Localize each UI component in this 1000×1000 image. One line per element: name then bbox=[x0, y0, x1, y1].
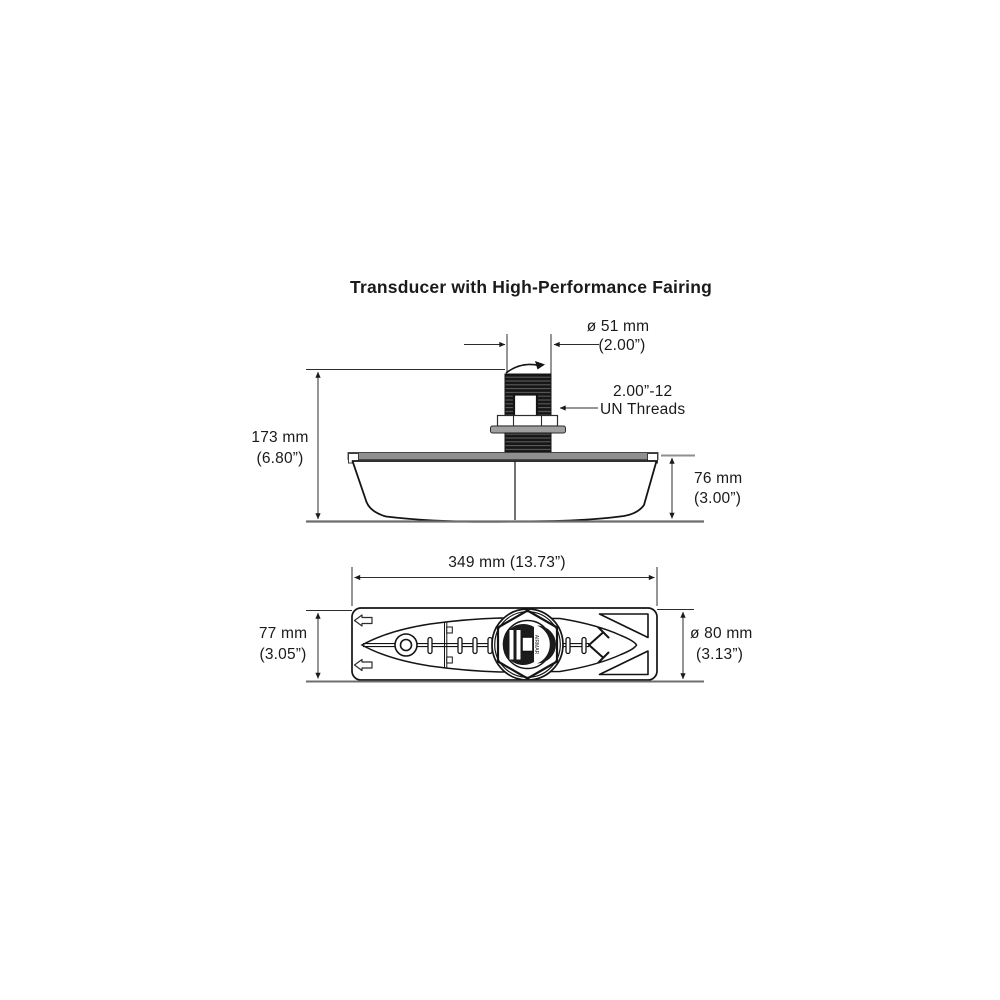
stem-top-arrowhead-icon bbox=[535, 361, 545, 370]
element-slot bbox=[510, 630, 514, 660]
boss-diameter-metric-label: ø 80 mm bbox=[690, 625, 753, 642]
stem-diameter-imperial-label: (2.00”) bbox=[598, 337, 646, 354]
hex-nut-side bbox=[498, 416, 558, 427]
thread-spec-line1-label: 2.00”-12 bbox=[613, 383, 673, 400]
stem-top-arrow-icon bbox=[506, 364, 539, 373]
bottom-view bbox=[259, 554, 753, 682]
overall-height-imperial-label: (6.80”) bbox=[256, 450, 304, 467]
fairing-width-imperial-label: (3.05”) bbox=[259, 646, 307, 663]
fairing-width-metric-label: 77 mm bbox=[258, 625, 308, 642]
thread-spec-callout bbox=[560, 383, 685, 418]
dimension-boss-diameter bbox=[657, 610, 753, 680]
washer bbox=[491, 426, 566, 433]
nose-hole-inner bbox=[401, 640, 412, 651]
fairing-height-metric-label: 76 mm bbox=[694, 470, 743, 487]
fairing-side-profile bbox=[306, 453, 704, 522]
side-view bbox=[251, 318, 742, 522]
rib-tick bbox=[428, 638, 432, 654]
dimension-stem-diameter bbox=[464, 318, 649, 376]
diagram-title: Transducer with High-Performance Fairing bbox=[350, 277, 712, 297]
thread-spec-line2-label: UN Threads bbox=[600, 401, 686, 418]
rib-tick bbox=[566, 638, 570, 654]
fairing-plan-view bbox=[352, 608, 657, 680]
boss-diameter-imperial-label: (3.13”) bbox=[696, 646, 744, 663]
stem-threads-lower bbox=[505, 433, 551, 453]
dimension-overall-length bbox=[352, 554, 657, 606]
stem-window bbox=[514, 395, 537, 417]
stem-diameter-metric-label: ø 51 mm bbox=[586, 318, 650, 335]
brand-mark-label: AIRMAR bbox=[533, 634, 539, 655]
dimension-fairing-height bbox=[661, 456, 742, 519]
threaded-stem bbox=[491, 361, 566, 453]
hex-boss bbox=[492, 609, 563, 680]
seam-tab bbox=[447, 657, 453, 663]
dimension-fairing-width bbox=[259, 611, 352, 679]
rib-tick bbox=[473, 638, 477, 654]
overall-height-metric-label: 173 mm bbox=[251, 429, 309, 446]
hull-outline bbox=[353, 461, 657, 522]
mounting-plate-edge bbox=[348, 453, 658, 460]
overall-length-label: 349 mm (13.73”) bbox=[448, 554, 566, 571]
element-slot bbox=[517, 630, 521, 660]
seam-tab bbox=[447, 627, 453, 633]
rib-tick bbox=[458, 638, 462, 654]
rib-tick bbox=[582, 638, 586, 654]
fairing-height-imperial-label: (3.00”) bbox=[694, 490, 742, 507]
element-center-window bbox=[522, 637, 533, 652]
